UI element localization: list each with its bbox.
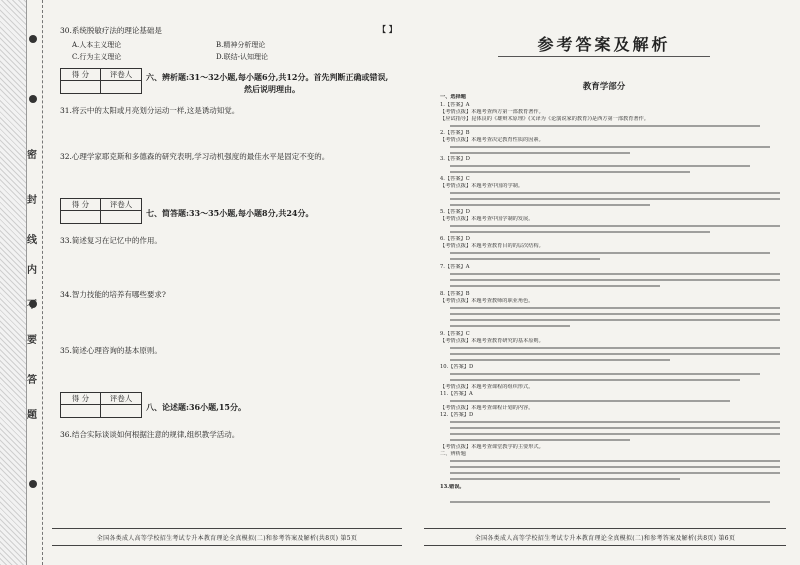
option-c: C.行为主义理论 — [72, 53, 122, 61]
question-30: 30.系统脱敏疗法的理论基础是 — [60, 26, 162, 35]
answer-line: 12.【答案】D — [440, 412, 474, 418]
text-line — [450, 258, 600, 260]
text-line — [450, 433, 780, 435]
text-line — [450, 400, 730, 402]
seal-char: 线 — [27, 235, 37, 246]
seal-char: 题 — [27, 410, 37, 421]
binding-hole-icon — [29, 95, 37, 103]
grader-cell — [101, 81, 141, 93]
answer-line: 【考情点拨】本题考查教师的职业角色。 — [440, 298, 534, 304]
answer-line: 9.【答案】C — [440, 331, 470, 337]
text-line — [450, 307, 780, 309]
question-32: 32.心理学家耶克斯和多德森的研究表明,学习动机强度的最佳水平是固定不变的。 — [60, 152, 330, 161]
title-divider — [498, 56, 710, 57]
text-line — [450, 421, 780, 423]
answer-line: 11.【答案】A — [440, 391, 473, 397]
section-7-title: 七、简答题:33～35小题,每小题8分,共24分。 — [146, 208, 314, 218]
grader-label: 评卷人 — [101, 69, 141, 81]
seal-char: 答 — [27, 375, 37, 386]
section-subtitle: 教育学部分 — [582, 82, 626, 92]
section-heading: 一、选择题 — [440, 94, 466, 100]
answer-page-right — [418, 0, 790, 565]
text-line — [450, 204, 650, 206]
answer-line: 【考情点拨】本题考查中国学制的发展。 — [440, 216, 534, 222]
answer-line: 5.【答案】D — [440, 209, 470, 215]
text-line — [450, 325, 570, 327]
answer-bracket: 【 】 — [378, 24, 397, 34]
text-line — [450, 359, 670, 361]
answer-line: 【考情点拨】本题考查课程计划的内容。 — [440, 405, 534, 411]
answer-line: 【考情点拨】本题考查课程的组织形式。 — [440, 384, 534, 390]
text-line — [450, 379, 740, 381]
section-6-title: 六、辨析题:31～32小题,每小题6分,共12分。首先判断正确或错误, — [146, 72, 389, 82]
text-line — [450, 192, 780, 194]
page-title: 参考答案及解析 — [537, 35, 671, 54]
answer-line: 10.【答案】D — [440, 364, 474, 370]
text-line — [450, 165, 750, 167]
answer-line: 【考情点拨】本题考查决定教育性质的因素。 — [440, 137, 544, 143]
text-line — [450, 225, 780, 227]
answer-line: 6.【答案】D — [440, 236, 470, 242]
page-footer: 全国各类成人高等学校招生考试专升本教育理论全真模拟(二)和参考答案及解析(共8页) 第5页 — [52, 528, 402, 546]
text-line — [450, 478, 680, 480]
answer-line: 【考情点拨】本题考查教育目的的层次结构。 — [440, 243, 544, 249]
answer-line: 7.【答案】A — [440, 264, 470, 270]
question-35: 35.简述心理咨询的基本原则。 — [60, 346, 162, 355]
score-box — [60, 68, 142, 94]
binding-hole-icon — [29, 35, 37, 43]
text-line — [450, 146, 770, 148]
question-34: 34.智力技能的培养有哪些要求? — [60, 290, 166, 299]
answer-line: 1.【答案】A — [440, 102, 470, 108]
text-line — [450, 501, 770, 503]
score-box — [60, 198, 142, 224]
score-label: 得 分 — [61, 393, 101, 405]
answer-line: 【考情点拨】本题考查课堂教学的主要形式。 — [440, 444, 544, 450]
text-line — [450, 285, 660, 287]
score-box — [60, 392, 142, 418]
question-36: 36.结合实际谈谈如何根据注意的规律,组织教学活动。 — [60, 430, 240, 439]
grader-label: 评卷人 — [101, 199, 141, 211]
text-line — [450, 373, 760, 375]
text-line — [450, 273, 780, 275]
answer-line: 8.【答案】B — [440, 291, 470, 297]
answer-line: 【考情点拨】本题考查中国的学制。 — [440, 183, 524, 189]
question-31: 31.将云中的太阳或月亮划分运动一样,这是诱动知觉。 — [60, 106, 240, 115]
seal-char: 不 — [27, 300, 37, 311]
score-cell — [61, 81, 101, 93]
text-line — [450, 198, 780, 200]
binding-pattern — [0, 0, 27, 565]
answer-line: 4.【答案】C — [440, 176, 470, 182]
text-line — [450, 427, 780, 429]
seal-char: 密 — [27, 150, 37, 161]
text-line — [450, 252, 770, 254]
section-heading: 13.错误。 — [440, 484, 465, 490]
text-line — [450, 460, 780, 462]
text-line — [450, 231, 710, 233]
score-cell — [61, 405, 101, 417]
answer-line: 【考情点拨】本题考查教育研究的基本原则。 — [440, 338, 544, 344]
seal-char: 要 — [27, 335, 37, 346]
seal-char: 内 — [27, 265, 37, 276]
text-line — [450, 171, 690, 173]
text-line — [450, 472, 780, 474]
text-line — [450, 319, 780, 321]
binding-hole-icon — [29, 480, 37, 488]
answer-line: 二、辨析题 — [440, 451, 466, 457]
text-line — [450, 347, 780, 349]
answer-line: 【应试指导】昆体良的《雄辩术原理》(又译为《论演说家的教育》)是西方第一部教育著作。 — [440, 116, 649, 122]
option-d: D.联结-认知理论 — [216, 53, 268, 61]
text-line — [450, 125, 760, 127]
question-33: 33.简述复习在记忆中的作用。 — [60, 236, 162, 245]
score-label: 得 分 — [61, 199, 101, 211]
seal-line — [26, 0, 43, 565]
exam-page-left — [48, 0, 404, 565]
option-a: A.人本主义理论 — [72, 41, 122, 49]
score-cell — [61, 211, 101, 223]
grader-cell — [101, 211, 141, 223]
section-6-subtitle: 然后说明理由。 — [244, 84, 300, 94]
answer-line: 【考情点拨】本题考查西方第一部教育著作。 — [440, 109, 544, 115]
page-footer: 全国各类成人高等学校招生考试专升本教育理论全真模拟(二)和参考答案及解析(共8页) 第6页 — [424, 528, 786, 546]
answer-line: 3.【答案】D — [440, 156, 470, 162]
option-b: B.精神分析理论 — [216, 41, 266, 49]
text-line — [450, 353, 780, 355]
text-line — [450, 466, 780, 468]
text-line — [450, 279, 780, 281]
text-line — [450, 152, 630, 154]
section-8-title: 八、论述题:36小题,15分。 — [146, 402, 247, 412]
seal-char: 封 — [27, 195, 37, 206]
grader-label: 评卷人 — [101, 393, 141, 405]
grader-cell — [101, 405, 141, 417]
text-line — [450, 439, 630, 441]
text-line — [450, 313, 780, 315]
score-label: 得 分 — [61, 69, 101, 81]
answer-line: 2.【答案】B — [440, 130, 470, 136]
